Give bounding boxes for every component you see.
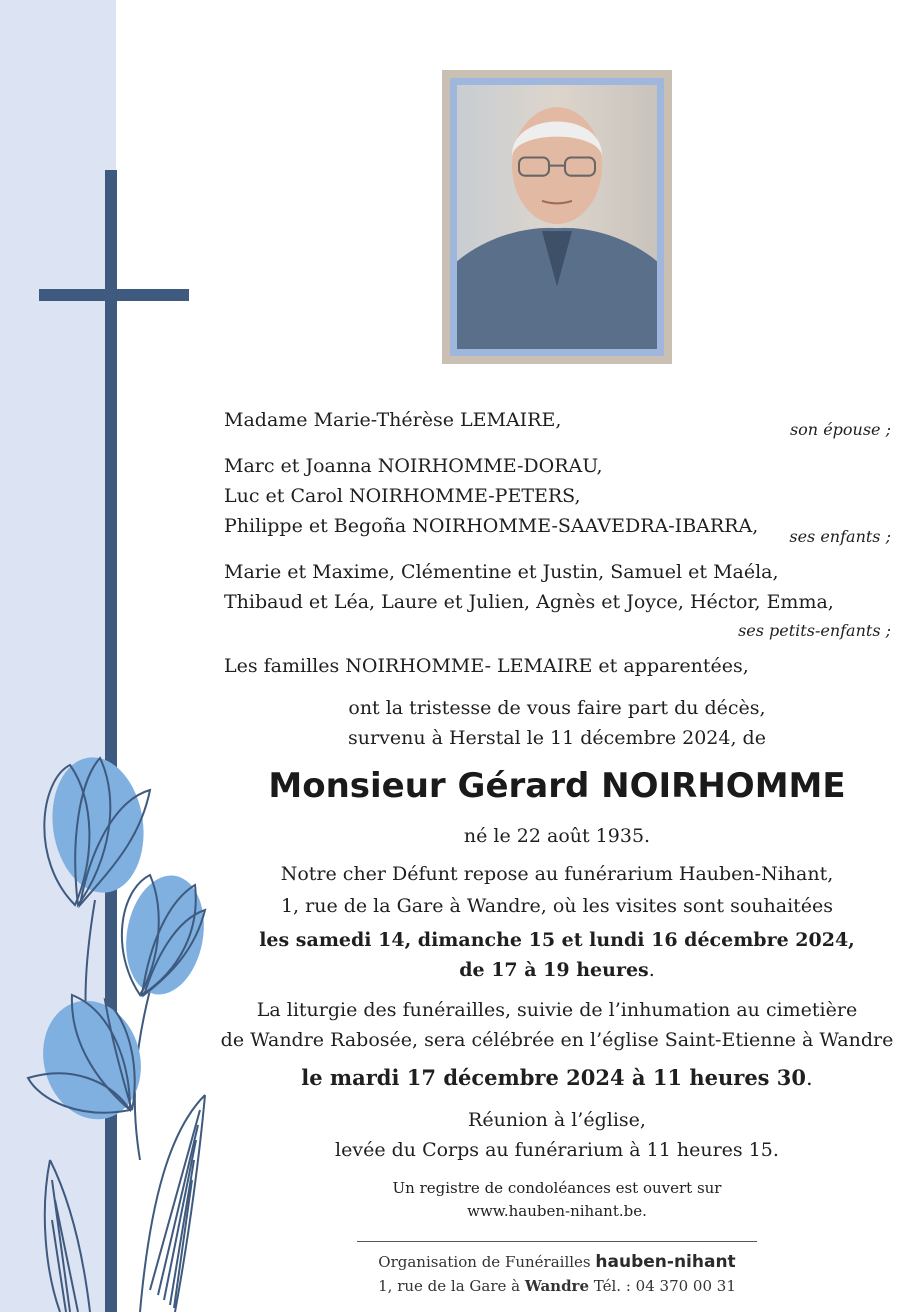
- footer-address: [220, 1275, 894, 1297]
- visits-line: 1, rue de la Gare à Wandre, où les visites sont souhaitées: [280, 895, 834, 917]
- footer-divider: [357, 1241, 757, 1242]
- grandchildren-role: ses petits-enfants ;: [738, 621, 891, 640]
- grandchildren-line: Marie et Maxime, Clémentine et Justin, Samuel et Maéla,: [224, 561, 779, 583]
- spouse-name: Madame Marie-Thérèse LEMAIRE,: [224, 409, 562, 431]
- footer-town: Wandre: [524, 1277, 590, 1295]
- child-line: Marc et Joanna NOIRHOMME-DORAU,: [224, 455, 603, 477]
- punctuation: .: [806, 1066, 813, 1090]
- birth-date: né le 22 août 1935.: [463, 825, 651, 847]
- child-line: Luc et Carol NOIRHOMME-PETERS,: [224, 485, 581, 507]
- cross-vertical-bar: [105, 170, 117, 1312]
- footer-organisation: [220, 1251, 894, 1273]
- families-line: Les familles NOIRHOMME- LEMAIRE et apparentées,: [224, 655, 749, 677]
- leaf-right: [140, 1095, 205, 1312]
- portrait-photo: [457, 85, 657, 349]
- cross-horizontal-bar: [39, 289, 189, 301]
- brand-logo-text: hauben-nihant: [595, 1252, 736, 1272]
- grandchildren-line: Thibaud et Léa, Laure et Julien, Agnès et Joyce, Héctor, Emma,: [224, 591, 834, 613]
- reunion-line: Réunion à l’église,: [468, 1109, 646, 1131]
- visit-hours: de 17 à 19 heures: [459, 959, 649, 981]
- portrait-frame: [442, 70, 672, 364]
- footer-phone: Tél. : 04 370 00 31: [593, 1277, 736, 1295]
- tulip-flower-2: [117, 869, 213, 1000]
- leaf-left: [45, 1160, 90, 1312]
- punctuation: .: [648, 959, 655, 981]
- announcement-line: survenu à Herstal le 11 décembre 2024, de: [348, 727, 766, 749]
- visit-days: les samedi 14, dimanche 15 et lundi 16 décembre 2024,: [259, 929, 855, 951]
- reunion-line: levée du Corps au funérarium à 11 heures 15.: [335, 1139, 779, 1161]
- children-role: ses enfants ;: [789, 527, 891, 546]
- visits-line: Notre cher Défunt repose au funérarium Hauben-Nihant,: [280, 863, 834, 885]
- liturgy-date: le mardi 17 décembre 2024 à 11 heures 30: [301, 1065, 807, 1090]
- liturgy-line: La liturgie des funérailles, suivie de l’inhumation au cimetière: [256, 999, 858, 1021]
- spouse-role: son épouse ;: [789, 420, 891, 439]
- tulip-flower-1: [44, 751, 152, 905]
- liturgy-date-line: [220, 1066, 894, 1090]
- deceased-name: Monsieur Gérard NOIRHOMME: [268, 766, 846, 806]
- liturgy-line: de Wandre Rabosée, sera célébrée en l’église Saint-Etienne à Wandre: [220, 1029, 894, 1051]
- child-line: Philippe et Begoña NOIRHOMME-SAAVEDRA-IBARRA,: [224, 515, 759, 537]
- footer-address-prefix: 1, rue de la Gare à: [378, 1277, 521, 1295]
- register-url[interactable]: www.hauben-nihant.be.: [467, 1202, 647, 1220]
- visit-hours-line: [220, 958, 894, 982]
- announcement-line: ont la tristesse de vous faire part du décès,: [348, 697, 766, 719]
- register-line: Un registre de condoléances est ouvert sur: [392, 1179, 722, 1197]
- footer-org-prefix: Organisation de Funérailles: [378, 1253, 591, 1271]
